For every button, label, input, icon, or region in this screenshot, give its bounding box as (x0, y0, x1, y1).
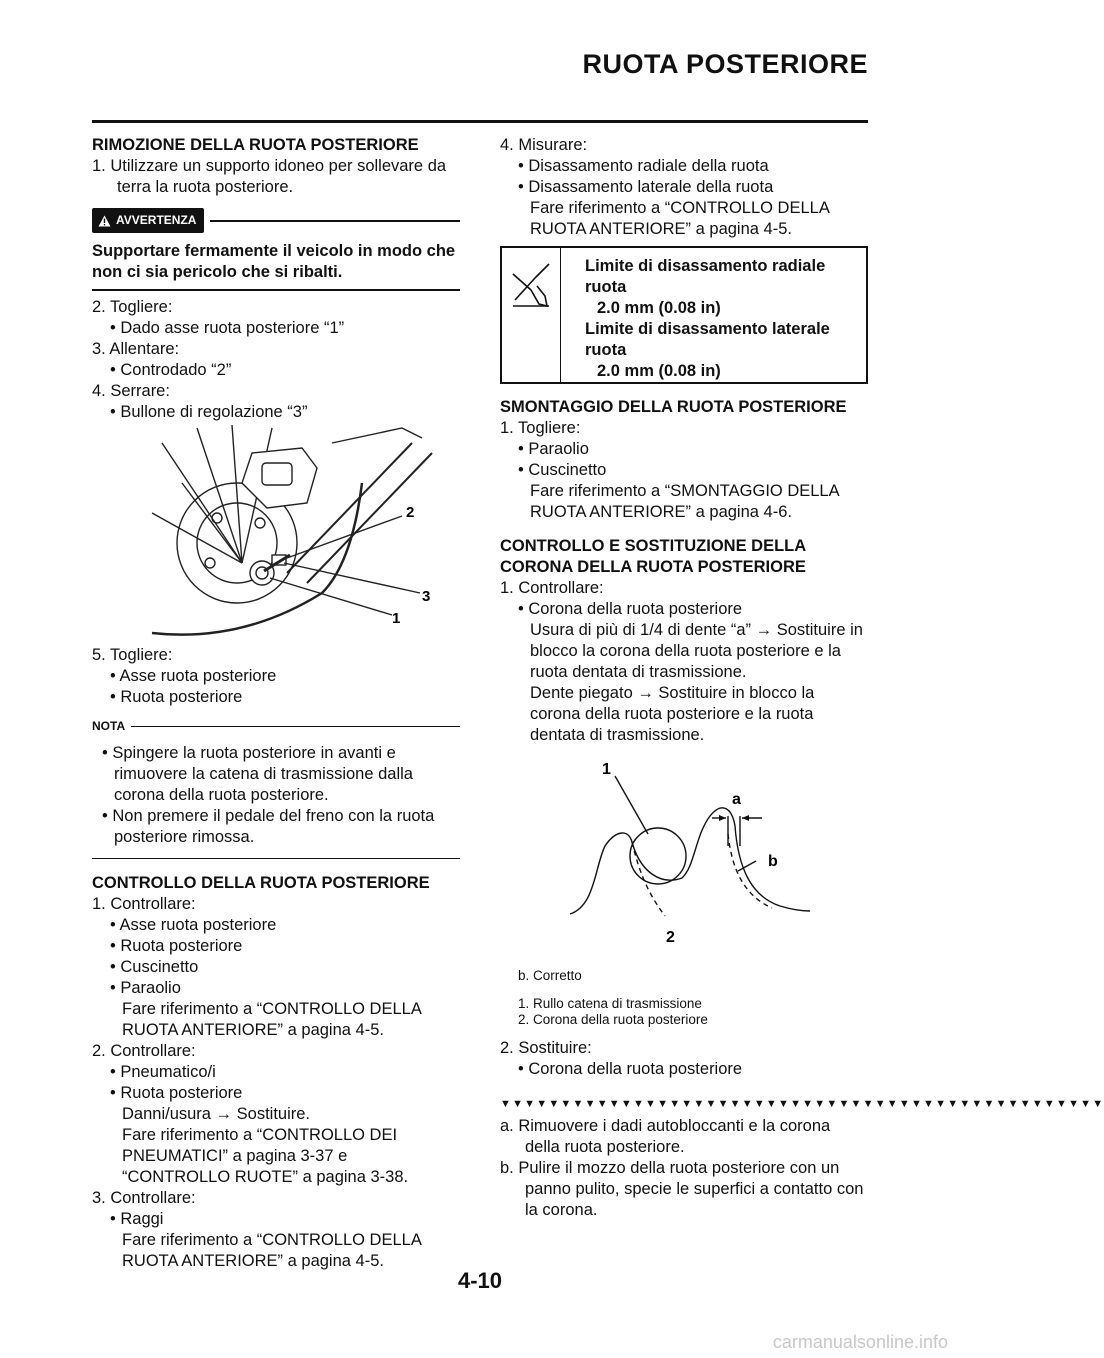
procedure-start-marker: ▼▼▼▼▼▼▼▼▼▼▼▼▼▼▼▼▼▼▼▼▼▼▼▼▼▼▼▼▼▼▼▼▼▼▼▼▼▼▼▼▼▼▼▼▼▼▼▼▼▼ (500, 1098, 1104, 1110)
check-1-bullet-2: • Ruota posteriore (110, 937, 243, 955)
measure-4-bullet-2: • Disassamento laterale della ruota (518, 178, 774, 196)
spec-value-lateral: 2.0 mm (0.08 in) (597, 362, 721, 380)
procedure-step-a: a. Rimuovere i dadi autobloccanti e la corona della ruota posteriore. (500, 1117, 831, 1156)
fig1-label-3: 3 (422, 588, 431, 605)
warning-rule (210, 220, 460, 222)
spec-text (561, 248, 866, 382)
inspect-1-bent-text: Dente piegato → Sostituire in blocco la corona della ruota posteriore e la ruota dentata di trasmissione. (530, 684, 815, 744)
right-column (500, 135, 1104, 1221)
page-title: RUOTA POSTERIORE (582, 49, 868, 79)
warning-badge (92, 208, 204, 233)
measurement-limit-icon (509, 260, 553, 310)
warning-icon (98, 215, 111, 227)
note-label: NOTA (92, 719, 126, 733)
step-3: 3. Allentare: (92, 340, 180, 358)
check-2-damage: Danni/usura → Sostituire. (122, 1105, 311, 1123)
check-1-bullet-1: • Asse ruota posteriore (110, 916, 277, 934)
replace-2: 2. Sostituire: (500, 1039, 592, 1057)
spec-box (500, 246, 868, 384)
warning-header (92, 208, 460, 233)
measure-4-reference: Fare riferimento a “CONTROLLO DELLA RUOTA ANTERIORE” a pagina 4-5. (530, 199, 829, 238)
fig2-label-b: b (768, 853, 778, 870)
check-1-bullet-4: • Paraolio (110, 979, 181, 997)
section-title-sostituzione: CONTROLLO E SOSTITUZIONE DELLA CORONA DELLA RUOTA POSTERIORE (500, 537, 806, 576)
step-4: 4. Serrare: (92, 382, 170, 400)
check-3: 3. Controllare: (92, 1189, 196, 1207)
step-2-bullet: • Dado asse ruota posteriore “1” (110, 319, 345, 337)
left-column (92, 135, 460, 1272)
warning-text: Supportare fermamente il veicolo in modo che non ci sia pericolo che si ribalti. (92, 242, 456, 281)
remove-1-bullet-2: • Cuscinetto (518, 461, 607, 479)
check-2-bullet-2: • Ruota posteriore (110, 1084, 243, 1102)
check-2-bullet-1: • Pneumatico/i (110, 1063, 216, 1081)
step-1: 1. Utilizzare un supporto idoneo per sollevare da terra la ruota posteriore. (92, 157, 447, 196)
spec-icon-cell (502, 248, 561, 382)
rear-axle-illustration (92, 423, 460, 645)
section-title-controllo: CONTROLLO DELLA RUOTA POSTERIORE (92, 874, 430, 892)
check-3-reference: Fare riferimento a “CONTROLLO DELLA RUOTA ANTERIORE” a pagina 4-5. (122, 1231, 421, 1270)
warning-end-rule (92, 289, 460, 291)
fig2-label-2: 2 (666, 929, 675, 946)
check-1-reference: Fare riferimento a “CONTROLLO DELLA RUOTA ANTERIORE” a pagina 4-5. (122, 1000, 421, 1039)
check-2-reference: Fare riferimento a “CONTROLLO DEI PNEUMATICI” a pagina 3-37 e “CONTROLLO RUOTE” a pagina 3-38. (122, 1126, 409, 1186)
caption-b: b. Corretto (518, 968, 582, 983)
step-5-bullet-2: • Ruota posteriore (110, 688, 243, 706)
fig2-label-a: a (732, 791, 741, 808)
note-body (92, 743, 460, 848)
note-end-rule (92, 858, 460, 859)
check-1: 1. Controllare: (92, 895, 196, 913)
spec-value-radial: 2.0 mm (0.08 in) (597, 299, 721, 317)
remove-1: 1. Togliere: (500, 419, 581, 437)
caption-1: 1. Rullo catena di trasmissione (518, 996, 702, 1011)
step-2: 2. Togliere: (92, 298, 173, 316)
section-title-smontaggio: SMONTAGGIO DELLA RUOTA POSTERIORE (500, 398, 847, 416)
caption-2: 2. Corona della ruota posteriore (518, 1012, 708, 1027)
measure-4: 4. Misurare: (500, 136, 588, 154)
watermark: carmanualsonline.info (772, 1332, 948, 1352)
step-4-bullet: • Bullone di regolazione “3” (110, 403, 308, 421)
fig2-label-1: 1 (602, 761, 611, 778)
check-2: 2. Controllare: (92, 1042, 196, 1060)
page-number: 4-10 (457, 1268, 503, 1293)
procedure-step-b: b. Pulire il mozzo della ruota posteriore con un panno pulito, specie le superfici a contatto con la corona. (500, 1159, 864, 1219)
step-5: 5. Togliere: (92, 646, 173, 664)
inspect-1-wear-text: Usura di più di 1/4 di dente “a” → Sostituire in blocco la corona della ruota posteriore e la ruota dentata di trasmissione. (530, 621, 863, 681)
replace-2-bullet: • Corona della ruota posteriore (518, 1060, 743, 1078)
inspect-1-bullet: • Corona della ruota posteriore (518, 600, 743, 618)
fig1-label-1: 1 (392, 610, 401, 627)
check-1-bullet-3: • Cuscinetto (110, 958, 199, 976)
note-header (92, 716, 460, 737)
sprocket-wear-diagram (500, 746, 868, 962)
fig1-label-2: 2 (406, 504, 415, 521)
measure-4-bullet-1: • Disassamento radiale della ruota (518, 157, 769, 175)
step-5-bullet-1: • Asse ruota posteriore (110, 667, 277, 685)
inspect-1: 1. Controllare: (500, 579, 604, 597)
step-3-bullet: • Controdado “2” (110, 361, 232, 379)
note-bullet-2: • Non premere il pedale del freno con la ruota posteriore rimossa. (102, 807, 435, 846)
note-rule (131, 726, 460, 728)
spec-label-radial: Limite di disassamento radiale ruota (585, 257, 826, 296)
remove-1-bullet-1: • Paraolio (518, 440, 589, 458)
remove-1-reference: Fare riferimento a “SMONTAGGIO DELLA RUOTA ANTERIORE” a pagina 4-6. (530, 482, 839, 521)
note-bullet-1: • Spingere la ruota posteriore in avanti e rimuovere la catena di trasmissione dalla corona della ruota posteriore. (102, 744, 413, 804)
section-title-rimozione: RIMOZIONE DELLA RUOTA POSTERIORE (92, 136, 419, 154)
header-rule (92, 120, 868, 123)
spec-label-lateral: Limite di disassamento laterale ruota (585, 320, 830, 359)
warning-label: AVVERTENZA (116, 213, 197, 227)
check-3-bullet-1: • Raggi (110, 1210, 164, 1228)
